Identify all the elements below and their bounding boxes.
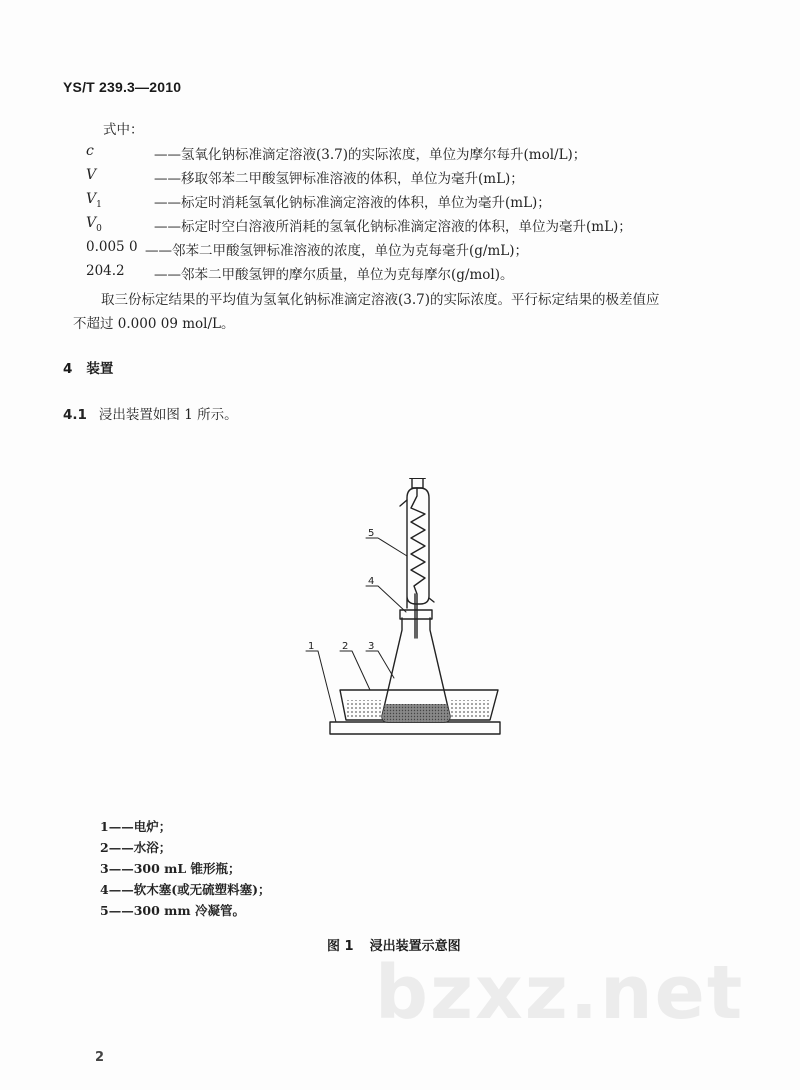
symbol: V: [86, 167, 97, 183]
legend-item: 4——软木塞(或无硫塑料塞)；: [100, 882, 271, 897]
callout-3: 3: [368, 641, 375, 652]
callout-1: 1: [308, 641, 315, 652]
standard-code-header: YS/T 239.3—2010: [63, 79, 182, 95]
subsection-text: 浸出装置如图 1 所示。: [98, 407, 238, 423]
legend-item: 2——水浴；: [100, 840, 172, 855]
formula-intro: 式中：: [103, 122, 144, 138]
definition: ——标定时消耗氢氧化钠标准滴定溶液的体积，单位为毫升(mL)；: [154, 195, 551, 211]
figure-title: 浸出装置示意图: [369, 939, 461, 954]
definition: ——移取邻苯二甲酸氢钾标准溶液的体积，单位为毫升(mL)；: [154, 171, 524, 187]
paragraph-line-2: 不超过 0.000 09 mol/L。: [73, 316, 235, 332]
flask-liquid: [382, 704, 450, 722]
figure-number: 图 1: [327, 939, 354, 954]
leaching-apparatus-diagram: [290, 478, 520, 768]
subsection-4-1: [63, 403, 238, 423]
definition: ——邻苯二甲酸氢钾的摩尔质量，单位为克每摩尔(g/mol)。: [154, 267, 514, 283]
condenser-coil: [411, 488, 425, 638]
definition: ——氢氧化钠标准滴定溶液(3.7)的实际浓度，单位为摩尔每升(mol/L)；: [154, 147, 587, 163]
legend-item: 3——300 mL 锥形瓶；: [100, 861, 241, 876]
condenser-shape: [407, 488, 429, 608]
definition: ——标定时空白溶液所消耗的氢氧化钠标准滴定溶液的体积，单位为毫升(mL)；: [154, 219, 632, 235]
paragraph-line-1: 取三份标定结果的平均值为氢氧化钠标准滴定溶液(3.7)的实际浓度。平行标定结果的极差值应: [101, 292, 660, 308]
section-heading: [63, 357, 113, 377]
legend-item: 1——电炉；: [100, 819, 172, 834]
symbol: $V_0$: [86, 215, 102, 234]
symbol: c: [86, 143, 94, 159]
figure-legend: [100, 816, 271, 921]
section-number: 4: [63, 361, 73, 377]
symbol: 0.005 0: [86, 239, 138, 255]
callout-5: 5: [368, 528, 375, 539]
definition: ——邻苯二甲酸氢钾标准溶液的浓度，单位为克每毫升(g/mL)；: [145, 243, 528, 259]
watermark: bzxz.net: [375, 950, 745, 1036]
page-number: 2: [95, 1050, 105, 1065]
figure-caption: [327, 935, 461, 954]
callout-4: 4: [368, 576, 375, 587]
callout-2: 2: [342, 641, 349, 652]
legend-item: 5——300 mm 冷凝管。: [100, 903, 245, 918]
symbol: 204.2: [86, 263, 125, 279]
section-title: 装置: [86, 361, 114, 377]
subsection-number: 4.1: [63, 407, 87, 423]
symbol: $V_1$: [86, 191, 102, 210]
electric-furnace-shape: [330, 722, 500, 734]
